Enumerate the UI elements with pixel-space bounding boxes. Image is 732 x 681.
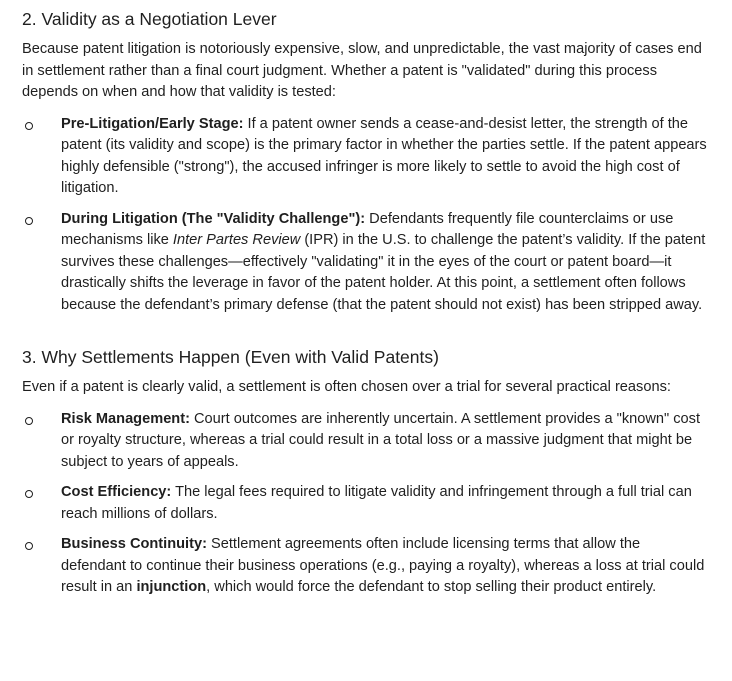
list-item-text: (IPR) in the U.S. to challenge the patent’s validity. If the patent survives these challenges—effectively "validating" it in the eyes of the court or patent board—it drastically shifts the leverage in favor of the patent holder. At this point, a settlement often follows because the defendant’s primary defense (that the patent should not exist) has been stripped away. — [61, 232, 706, 313]
section-intro-settlements: Even if a patent is clearly valid, a settlement is often chosen over a trial for several practical reasons: — [22, 379, 671, 395]
list-item-title: Risk Management: — [61, 410, 190, 427]
section-heading-settlements: 3. Why Settlements Happen (Even with Valid Patents) — [22, 347, 439, 367]
list-item-text: Settlement agreements often include licensing terms that allow the defendant to continue their business operations (e.g., paying a royalty), whereas a loss at trial could result in an — [61, 536, 705, 595]
list-item-text: Defendants frequently file counterclaims or use mechanisms like — [61, 210, 674, 248]
list-item-bold-text: injunction — [136, 579, 207, 595]
hollow-circle-bullet-icon — [25, 542, 33, 550]
list-item-text: If a patent owner sends a cease-and-desist letter, the strength of the patent (its validity and scope) is the primary factor in whether the parties settle. If the patent appears highly defensible ("strong"), the accused infringer is more likely to settle to avoid the high cost of litigation. — [61, 115, 707, 196]
list-item-text: , which would force the defendant to stop selling their product entirely. — [206, 579, 657, 595]
hollow-circle-bullet-icon — [25, 490, 33, 498]
list-item-pre-litigation — [22, 114, 708, 200]
section-intro-validity: Because patent litigation is notoriously expensive, slow, and unpredictable, the vast majority of cases end in settlement rather than a final court judgment. Whether a patent is "validated" during this process depends on when and how that validity is tested: — [22, 41, 702, 100]
bullet-list-validity — [22, 114, 708, 317]
hollow-circle-bullet-icon — [25, 417, 33, 425]
hollow-circle-bullet-icon — [25, 217, 33, 225]
list-item-cost-efficiency — [22, 482, 708, 525]
list-item-italic-text: Inter Partes Review — [172, 232, 301, 248]
list-item-risk-management — [22, 409, 708, 474]
list-item-title: Cost Efficiency: — [61, 484, 172, 500]
list-item-text: The legal fees required to litigate validity and infringement through a full trial can reach millions of dollars. — [61, 484, 692, 522]
hollow-circle-bullet-icon — [25, 122, 33, 130]
list-item-title: Pre-Litigation/Early Stage: — [61, 115, 244, 132]
list-item-title: During Litigation (The "Validity Challenge"): — [61, 210, 366, 227]
bullet-list-settlements — [22, 409, 708, 599]
list-item-business-continuity — [22, 534, 708, 599]
list-item-title: Business Continuity: — [61, 536, 207, 552]
list-item-during-litigation — [22, 209, 708, 317]
list-item-text: Court outcomes are inherently uncertain. A settlement provides a "known" cost or royalty structure, whereas a trial could result in a total loss or a massive judgment that might be subject to years of appeals. — [61, 410, 701, 470]
section-heading-validity: 2. Validity as a Negotiation Lever — [22, 9, 277, 29]
